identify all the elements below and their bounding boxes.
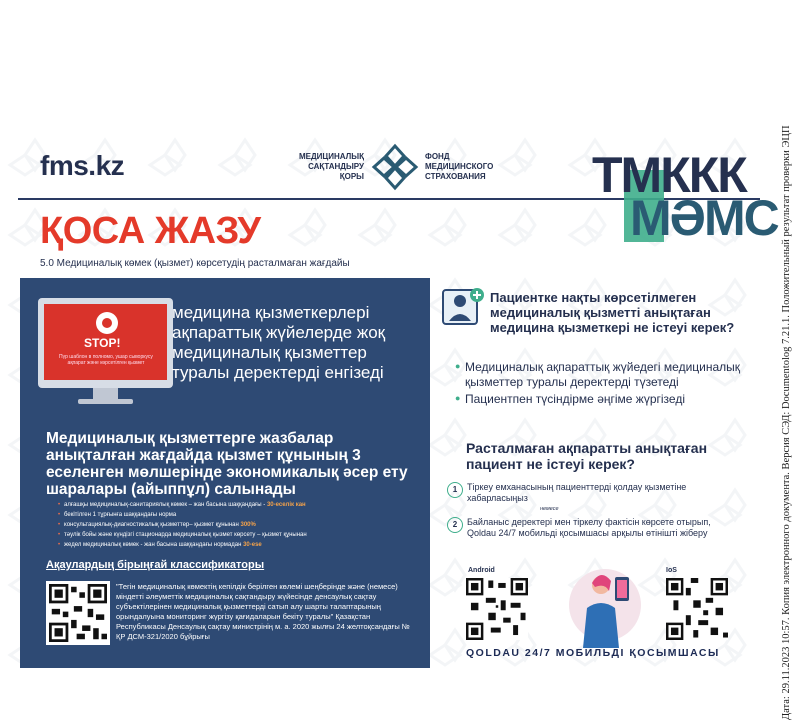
panel-heading: медицина қызметкерлері ақпараттық жүйелерде жоқ медициналық қызметтер туралы деректерді енгізеді <box>172 303 386 382</box>
page-title: ҚОСА ЖАЗУ <box>40 210 261 252</box>
doctor-actions-list <box>455 360 755 409</box>
list-item: ● Медициналық ақпараттық жүйедегі медициналық қызметтер туралы деректерді түзетеді <box>455 360 755 390</box>
ios-label: IoS <box>666 567 677 574</box>
fine-highlight: 30-еse <box>243 542 262 548</box>
or-divider: немесе <box>540 506 559 512</box>
monitor-base <box>78 399 133 404</box>
fund-name-kz-line: САҚТАНДЫРУ <box>308 162 364 171</box>
step-1 <box>447 482 737 504</box>
list-item <box>58 500 408 510</box>
step-2 <box>447 517 737 539</box>
fine-highlight: 300% <box>240 522 256 528</box>
list-item <box>58 540 408 550</box>
monitor-screen <box>38 298 173 388</box>
fine-text: жедел медициналық көмек - жан басына шаққандағы нормадан <box>64 542 244 548</box>
document-verification-note: Дата: 29.11.2023 10:57. Копия электронного документа. Версия СЭД: Documentolog 7.21.1. Положительный результат проверки ЭЦП <box>781 125 792 720</box>
classifier-title: Ақаулардың бірыңғай классификаторы <box>46 559 265 571</box>
monitor-illustration <box>38 298 173 408</box>
fine-text: алғашқы медициналық-санитариялық көмек – жан басына шаққандағы - <box>64 502 267 508</box>
classifier-qr-code[interactable] <box>46 581 110 645</box>
fund-name-kz-line: ҚОРЫ <box>339 172 364 181</box>
brand-abbr-kz: ТМККК <box>592 147 746 203</box>
list-item <box>58 510 408 520</box>
stop-word: STOP! <box>84 336 121 350</box>
list-item: ● Пациентпен түсіндірме әңгіме жүргізеді <box>455 392 755 407</box>
fine-highlight: 30-еселік кан <box>266 502 306 508</box>
fund-logo-icon <box>370 142 420 192</box>
fund-name-ru-line: СТРАХОВАНИЯ <box>425 172 486 181</box>
fund-name-kz <box>292 152 364 182</box>
question-patient: Расталмаған ақпаратты анықтаған пациент не істеуі керек? <box>466 440 708 472</box>
android-label: Android <box>468 567 495 574</box>
step-text: Тіркеу емханасының пациенттерді қолдау қызметіне хабарласыңыз <box>467 482 687 503</box>
list-item <box>58 530 408 540</box>
ios-qr-code[interactable] <box>666 578 728 640</box>
info-panel <box>20 278 430 668</box>
fund-name-ru-line: МЕДИЦИНСКОГО <box>425 162 494 171</box>
question-doctor: Пациентке нақты көрсетілмеген медициналық қызметті анықтаған медицина қызметкері не істеуі керек? <box>490 290 735 335</box>
step-number: 2 <box>447 517 463 533</box>
classifier-text: "Тегін медициналық көмектің кепілдік берілген көлемі шеңберінде және (немесе) міндетті әлеуметтік медициналық сақтандыру жүйесінде денсаулық сақтау субъектілерінен медициналық қызметтерді сатып алу шарты талаптарының орындалуына мониторинг жүргізу қағидаларын бекіту туралы" Қазақстан Республикасы Денсаулық сақтау министрінің м. а. 2020 жылғы 24 желтоқсандағы № ҚР ДСМ-321/2020 бұйрығы <box>116 582 410 641</box>
fund-name-ru <box>425 152 515 182</box>
android-qr-code[interactable] <box>466 578 528 640</box>
stop-icon <box>96 312 118 334</box>
fine-text: консультациялық-диагностикалық қызметтер– қызмет құнынан <box>64 522 241 528</box>
fine-text: тәулік бойы және күндізгі стационарда медициналық қызмет көрсету – қызмет құнынан <box>64 532 307 538</box>
fine-text: бекітілген 1 тұрғынға шаққандағы норма <box>64 512 177 518</box>
brand-abbr-ru: МӘМС <box>630 190 778 246</box>
step-text: Байланыс деректері мен тіркелу фактісін көрсете отырып, Qoldau 24/7 мобильді қосымшасы арқылы өтінішті жіберу <box>467 517 711 538</box>
fine-list <box>58 500 408 550</box>
doctor-icon <box>440 285 485 330</box>
stop-screen <box>44 304 167 380</box>
page-subtitle: 5.0 Медициналық көмек (қызмет) көрсетудің расталмаған жағдайы <box>40 258 350 269</box>
step-number: 1 <box>447 482 463 498</box>
fund-name-ru-line: ФОНД <box>425 152 450 161</box>
fund-name-kz-line: МЕДИЦИНАЛЫҚ <box>298 152 364 161</box>
list-item <box>58 520 408 530</box>
site-logo: fms.kz <box>40 150 125 181</box>
app-name: QOLDAU 24/7 МОБИЛЬДІ ҚОСЫМШАСЫ <box>466 647 720 659</box>
fine-title: Медициналық қызметтерге жазбалар анықталған жағдайда қызмет құнының 3 еселенген мөлшерінде экономикалық әсер ету шаралары (айыппұл) салынады <box>46 430 408 498</box>
person-illustration <box>565 563 645 648</box>
stop-caption: Пүр шаблон в полномо, ушар сыворкусу ақпарат және көрсетілген қызмет <box>59 354 153 366</box>
